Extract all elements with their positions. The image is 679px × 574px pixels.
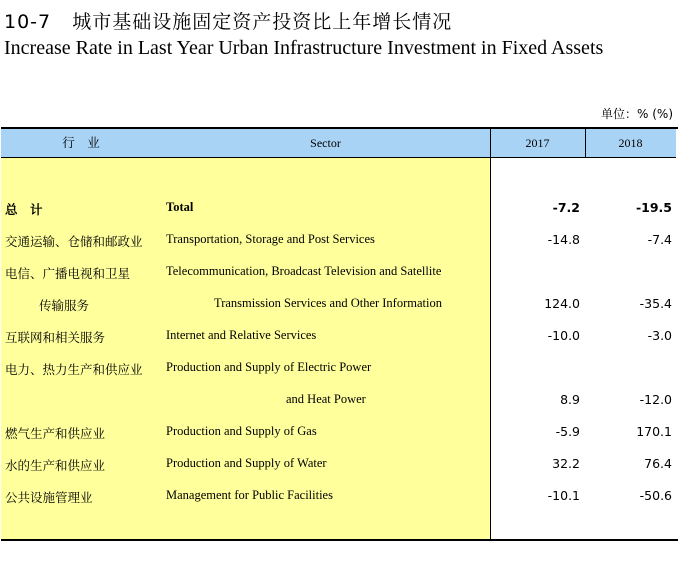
row-gas-en: Production and Supply of Gas	[166, 424, 317, 438]
unit-label: 单位：% (%)	[601, 107, 673, 121]
header-sector: Sector	[310, 136, 341, 150]
row-public-facilities-cn: 公共设施管理业	[5, 490, 93, 505]
row-heat-en: and Heat Power	[286, 392, 366, 406]
row-gas-cn: 燃气生产和供应业	[5, 426, 106, 441]
row-transmission-2018: -35.4	[639, 296, 672, 311]
data-table	[1, 127, 678, 541]
row-gas-2017: -5.9	[555, 424, 580, 439]
row-total-2018: -19.5	[635, 200, 672, 215]
label-column-highlight	[1, 158, 490, 539]
row-water-2017: 32.2	[552, 456, 580, 471]
row-internet-en: Internet and Relative Services	[166, 328, 317, 342]
row-transport-2018: -7.4	[647, 232, 672, 247]
header-industry: 行 业	[62, 135, 100, 150]
row-internet-2017: -10.0	[547, 328, 580, 343]
table-title-chinese	[4, 7, 452, 34]
row-telecom-cn: 电信、广播电视和卫星	[5, 266, 131, 281]
table-number: 10-7	[4, 11, 52, 33]
table-title-english: Increase Rate in Last Year Urban Infrastructure Investment in Fixed Assets	[4, 37, 604, 59]
row-internet-cn: 互联网和相关服务	[5, 330, 106, 345]
header-2018: 2018	[618, 136, 643, 150]
row-internet-2018: -3.0	[647, 328, 672, 343]
row-transport-2017: -14.8	[547, 232, 580, 247]
row-public-facilities-en: Management for Public Facilities	[166, 488, 333, 502]
row-transmission-en: Transmission Services and Other Information	[214, 296, 442, 310]
title-chinese-text: 城市基础设施固定资产投资比上年增长情况	[72, 11, 453, 33]
row-gas-2018: 170.1	[636, 424, 672, 439]
column-divider-2018	[585, 129, 586, 157]
row-heat-2018: -12.0	[639, 392, 672, 407]
row-transport-en: Transportation, Storage and Post Services	[166, 232, 375, 246]
row-total-2017: -7.2	[552, 200, 580, 215]
row-telecom-en: Telecommunication, Broadcast Television and Satellite	[166, 264, 442, 278]
row-public-facilities-2017: -10.1	[547, 488, 580, 503]
row-transmission-2017: 124.0	[544, 296, 580, 311]
row-electric-cn: 电力、热力生产和供应业	[5, 362, 143, 377]
row-water-en: Production and Supply of Water	[166, 456, 327, 470]
column-divider-2017	[490, 129, 491, 539]
table-header	[1, 129, 676, 158]
row-public-facilities-2018: -50.6	[639, 488, 672, 503]
row-water-cn: 水的生产和供应业	[5, 458, 106, 473]
row-total-en: Total	[166, 200, 194, 214]
row-total-cn: 总 计	[5, 202, 43, 217]
row-water-2018: 76.4	[644, 456, 672, 471]
row-transmission-cn: 传输服务	[39, 298, 90, 313]
row-transport-cn: 交通运输、仓储和邮政业	[5, 234, 143, 249]
header-2017: 2017	[525, 136, 550, 150]
row-heat-2017: 8.9	[560, 392, 580, 407]
row-electric-en: Production and Supply of Electric Power	[166, 360, 372, 374]
